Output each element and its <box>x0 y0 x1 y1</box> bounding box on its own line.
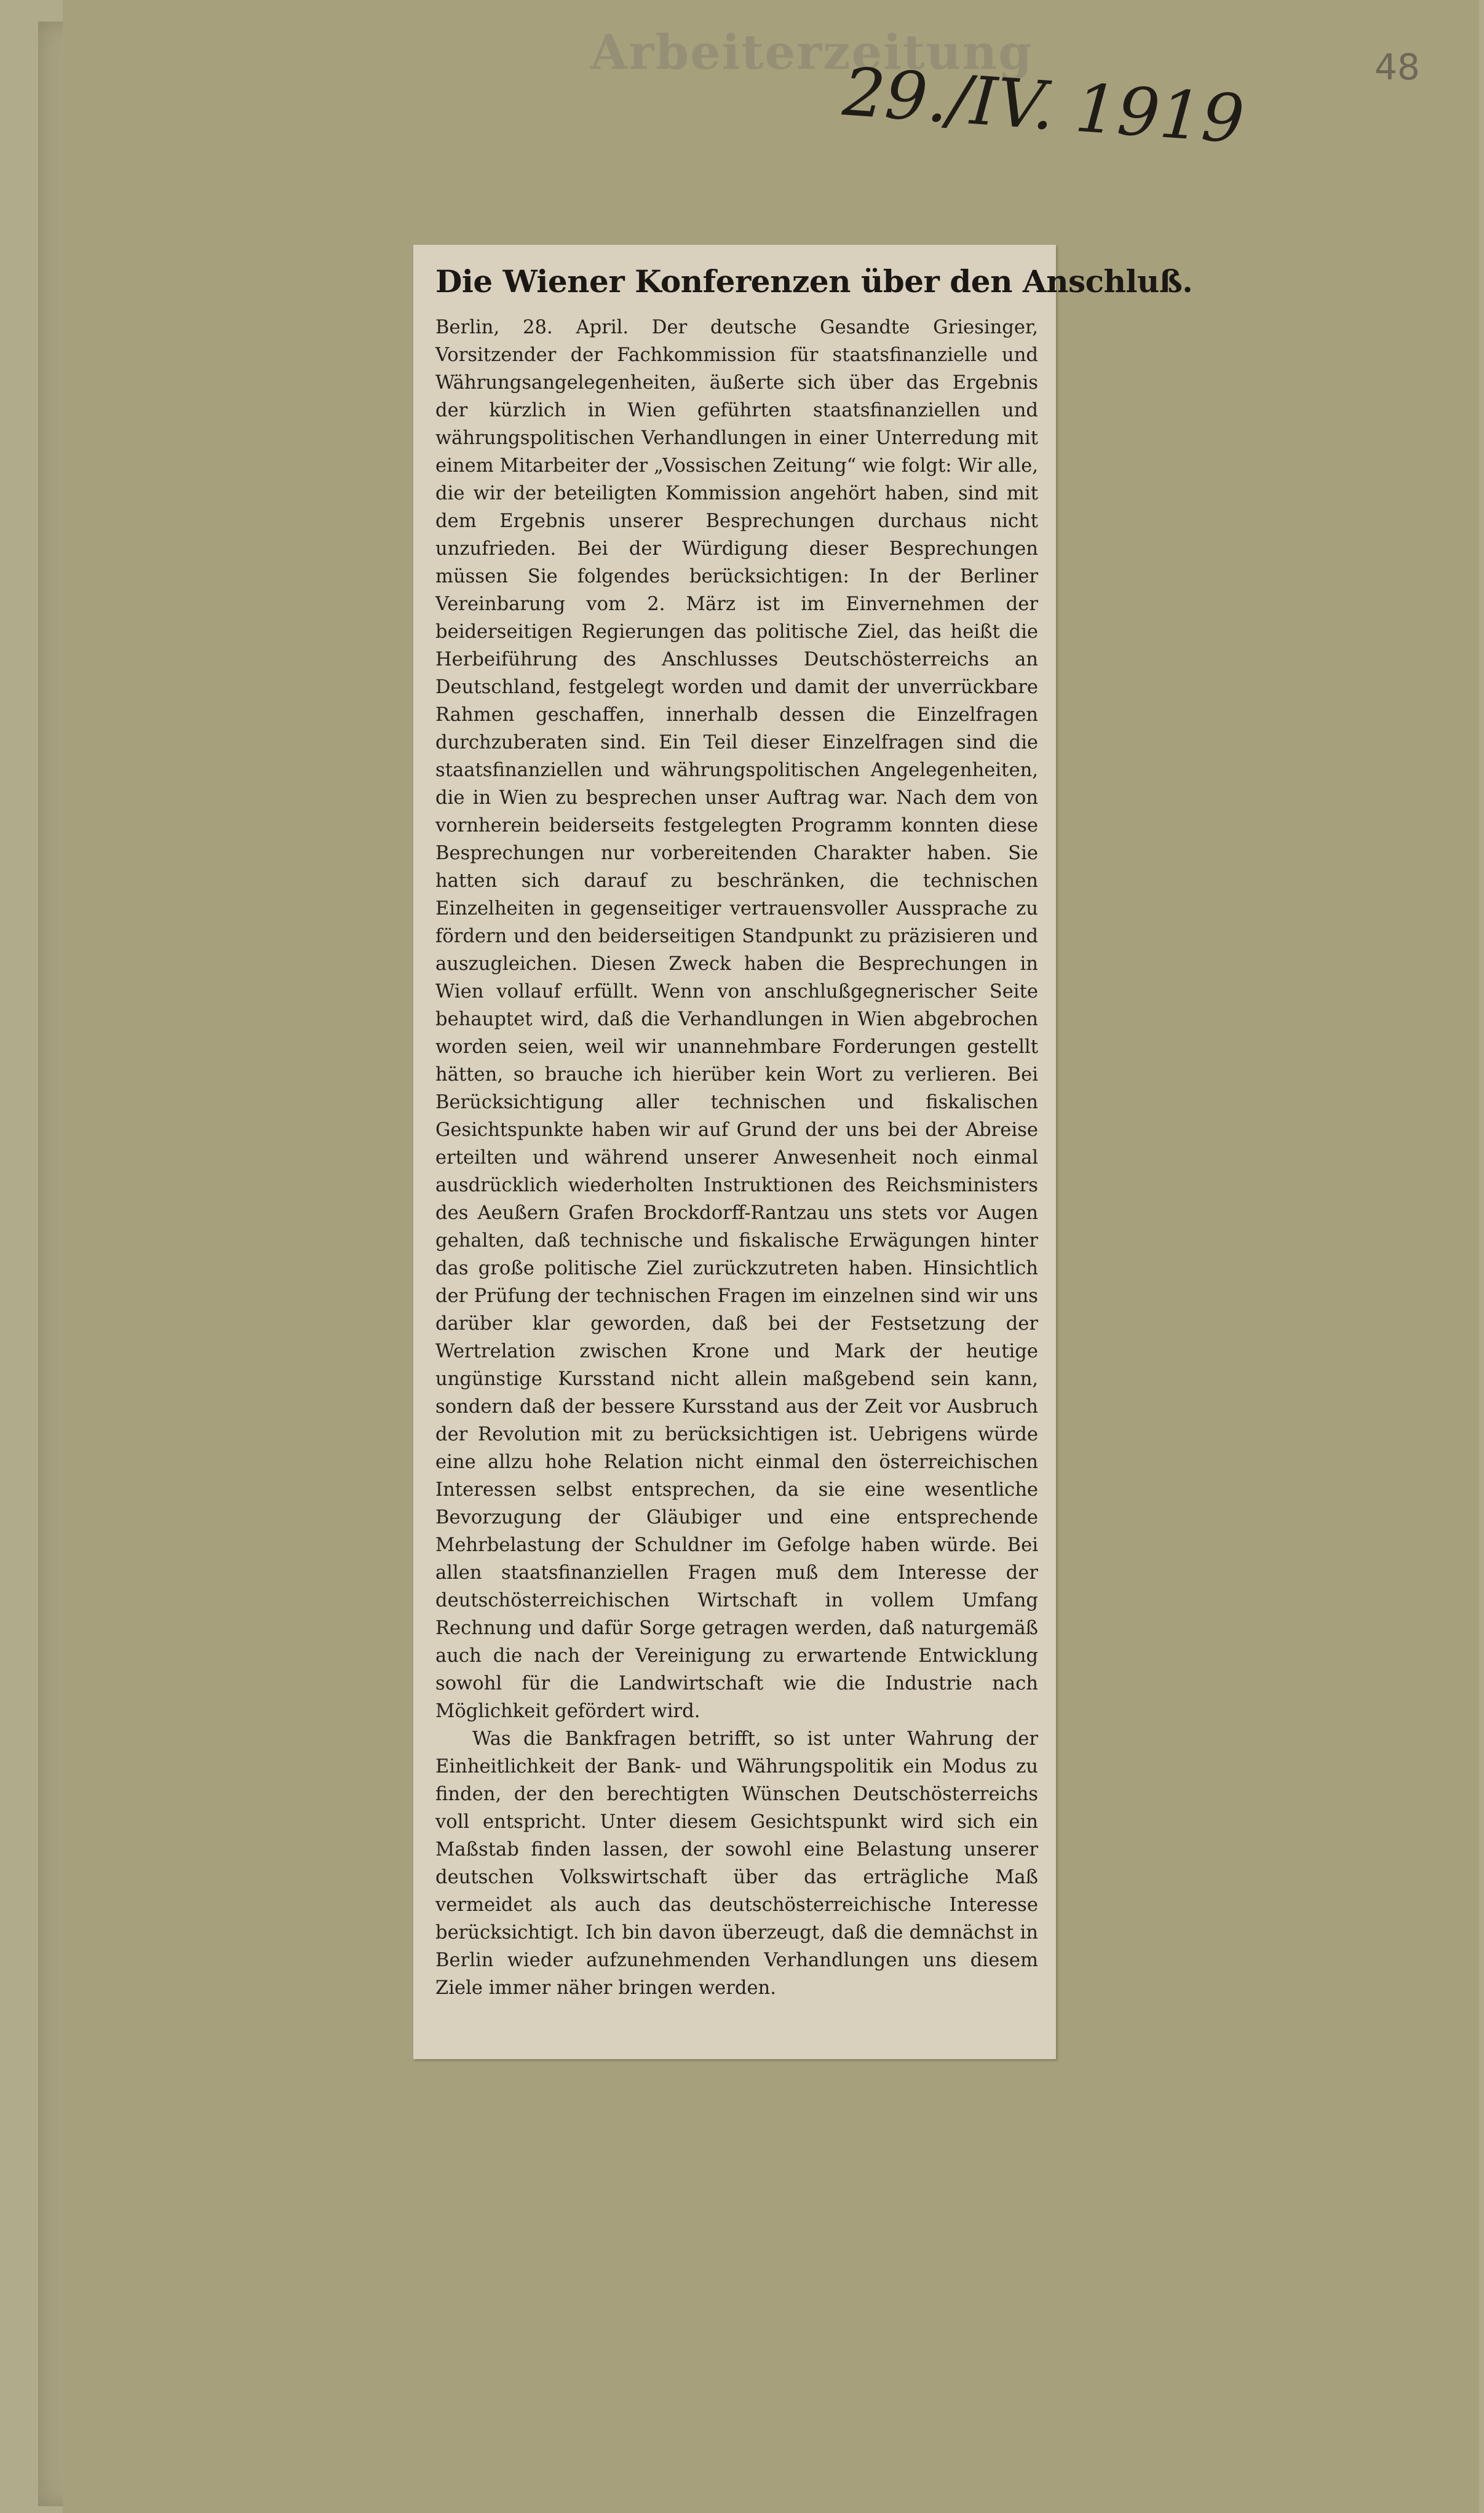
handwritten-date: 29./IV. 1919 <box>840 54 1247 159</box>
article-body <box>435 314 1038 2002</box>
article-paragraph: Berlin, 28. April. Der deutsche Gesandte Griesinger, Vorsitzender der Fachkommission für staatsfinanzielle und Währungsangelegenheiten, äußerte sich über das Ergebnis der kürzlich in Wien geführten staatsfinanziellen und währungspolitischen Verhandlungen in einer Unterredung mit einem Mitarbeiter der „Vossischen Zeitung“ wie folgt: Wir alle, die wir der beteiligten Kommission angehört haben, sind mit dem Ergebnis unserer Besprechungen durchaus nicht unzufrieden. Bei der Würdigung dieser Besprechungen müssen Sie folgendes berücksichtigen: In der Berliner Vereinbarung vom 2. März ist im Einvernehmen der beiderseitigen Regierungen das politische Ziel, das heißt die Herbeiführung des Anschlusses Deutschösterreichs an Deutschland, festgelegt worden und damit der unverrückbare Rahmen geschaffen, innerhalb dessen die Einzelfragen durchzuberaten sind. Ein Teil dieser Einzelfragen sind die staatsfinanziellen und währungspolitischen Angelegenheiten, die in Wien zu besprechen unser Auftrag war. Nach dem von vornherein beiderseits festgelegten Programm konnten diese Besprechungen nur vorbereitenden Charakter haben. Sie hatten sich darauf zu beschränken, die technischen Einzelheiten in gegenseitiger vertrauensvoller Aussprache zu fördern und den beiderseitigen Standpunkt zu präzisieren und auszugleichen. Diesen Zweck haben die Besprechungen in Wien vollauf erfüllt. Wenn von anschlußgegnerischer Seite behauptet wird, daß die Verhandlungen in Wien abgebrochen worden seien, weil wir unannehmbare Forderungen gestellt hätten, so brauche ich hierüber kein Wort zu verlieren. Bei Berücksichtigung aller technischen und fiskalischen Gesichtspunkte haben wir auf Grund der uns bei der Abreise erteilten und während unserer Anwesenheit noch einmal ausdrücklich wiederholten Instruktionen des Reichsministers des Aeußern Grafen Brockdorff-Rantzau uns stets vor Augen gehalten, daß technische und fiskalische Erwägungen hinter das große politische Ziel zurückzutreten haben. Hinsichtlich der Prüfung der technischen Fragen im einzelnen sind wir uns darüber klar geworden, daß bei der Festsetzung der Wertrelation zwischen Krone und Mark der heutige ungünstige Kursstand nicht allein maßgebend sein kann, sondern daß der bessere Kursstand aus der Zeit vor Ausbruch der Revolution mit zu berücksichtigen ist. Uebrigens würde eine allzu hohe Relation nicht einmal den österreichischen Interessen selbst entsprechen, da sie eine wesentliche Bevorzugung der Gläubiger und eine entsprechende Mehrbelastung der Schuldner im Gefolge haben würde. Bei allen staatsfinanziellen Fragen muß dem Interesse der deutschösterreichischen Wirtschaft in vollem Umfang Rechnung und dafür Sorge getragen werden, daß naturgemäß auch die nach der Vereinigung zu erwartende Entwicklung sowohl für die Landwirtschaft wie die Industrie nach Möglichkeit gefördert wird. <box>435 317 1038 1722</box>
page-number: 48 <box>1375 46 1420 88</box>
newspaper-stamp: Arbeiterzeitung <box>590 25 1033 81</box>
newspaper-clipping <box>413 245 1193 2059</box>
article-title: Die Wiener Konferenzen über den Anschluß. <box>435 263 1193 300</box>
article-paragraph: Was die Bankfragen betrifft, so ist unter Wahrung der Einheitlichkeit der Bank- und Währungspolitik ein Modus zu finden, der den berechtigten Wünschen Deutschösterreichs voll entspricht. Unter diesem Gesichtspunkt wird sich ein Maßstab finden lassen, der sowohl eine Belastung unserer deutschen Volkswirtschaft über das erträgliche Maß vermeidet als auch das deutschösterreichische Interesse berücksichtigt. Ich bin davon überzeugt, daß die demnächst in Berlin wieder aufzunehmenden Verhandlungen uns diesem Ziele immer näher bringen werden. <box>435 1728 1038 1999</box>
